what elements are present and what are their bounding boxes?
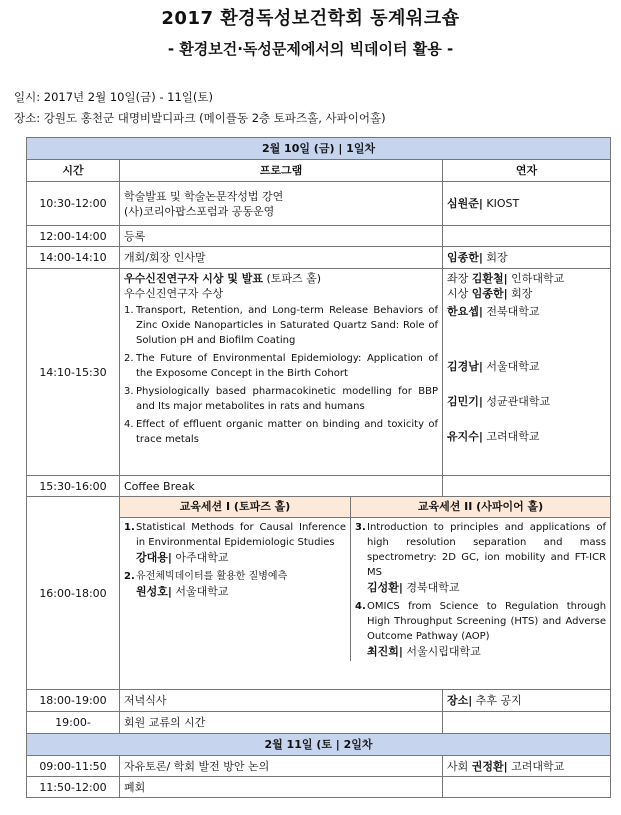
page-title: 2017 환경독성보건학회 동계워크숍 (161, 8, 460, 29)
session-item: 1. Statistical Methods for Causal Inference in Environmental Epidemiologic Studies (124, 522, 346, 548)
schedule-row (27, 269, 611, 476)
separator: | (478, 197, 483, 210)
schedule-table (26, 137, 611, 798)
speaker-cell: 사회 권정환| 고려대학교 (443, 756, 611, 777)
session-1-header: 교육세션 I (토파즈 홀) (120, 497, 350, 518)
col-header-program: 프로그램 (120, 160, 443, 182)
schedule-row (27, 476, 611, 497)
program-cell: Coffee Break (120, 476, 443, 497)
program-cell: 폐회 (120, 777, 443, 798)
event-location: 장소: 강원도 홍천군 대명비발디파크 (메이플동 2층 토파즈홀, 사파이어홀) (14, 111, 386, 125)
talk-item: 4. Effect of effluent organic matter on binding and toxicity of trace metals (124, 419, 438, 445)
program-line: (사)코리아팝스포럼과 공동운영 (124, 204, 275, 218)
day2-header: 2월 11일 (토 | 2일차 (27, 734, 611, 756)
speaker-cell (443, 247, 611, 269)
session-speaker: 최진희| 서울시립대학교 (367, 645, 481, 658)
schedule-row (27, 712, 611, 734)
col-header-speaker: 연자 (443, 160, 611, 182)
session-speaker: 김성환| 경북대학교 (367, 581, 460, 594)
time-cell: 14:10-15:30 (27, 269, 120, 476)
day1-header: 2월 10일 (금) | 1일차 (27, 138, 611, 160)
session-cell (120, 497, 611, 690)
speaker-cell (443, 226, 611, 247)
speaker-cell (443, 182, 611, 226)
program-line: 학술발표 및 학술논문작성법 강연 (124, 189, 284, 203)
education-sessions (120, 497, 610, 661)
program-cell (120, 182, 443, 226)
speaker-line: 한요셉| 전북대학교 (447, 305, 540, 318)
session-2-header: 교육세션 II (사파이어 홀) (351, 497, 610, 518)
schedule-row (27, 690, 611, 712)
time-cell: 18:00-19:00 (27, 690, 120, 712)
speaker-line: 김경남| 서울대학교 (447, 360, 540, 373)
day2-header-row (27, 734, 611, 756)
time-cell: 09:00-11:50 (27, 756, 120, 777)
session-2 (350, 497, 610, 661)
talk-item: 1. Transport, Retention, and Long-term Release Behaviors of Zinc Oxide Nanoparticles in Saturated Quartz Sand: Role of Solution pH and Biofilm Coating (124, 305, 438, 346)
award-title: 우수신진연구자 시상 및 발표 (토파즈 홀) (124, 272, 322, 285)
program-cell: 저녁식사 (120, 690, 443, 712)
time-cell: 10:30-12:00 (27, 182, 120, 226)
schedule-row (27, 226, 611, 247)
separator: | (478, 251, 483, 264)
speaker-cell (443, 712, 611, 734)
time-cell: 16:00-18:00 (27, 497, 120, 690)
time-cell: 14:00-14:10 (27, 247, 120, 269)
time-cell: 15:30-16:00 (27, 476, 120, 497)
schedule-row (27, 777, 611, 798)
award-subtitle: 우수신진연구자 수상 (124, 287, 224, 300)
speaker-affiliation: KIOST (482, 197, 520, 210)
column-header-row (27, 160, 611, 182)
talk-item: 3. Physiologically based pharmacokinetic modelling for BBP and Its major metabolites in rats and humans (124, 386, 438, 412)
col-header-time: 시간 (27, 160, 120, 182)
session-1 (120, 497, 350, 661)
session-item: 2. 유전체빅데이터를 활용한 질병예측 (124, 571, 288, 582)
talk-item: 2. The Future of Environmental Epidemiology: Application of the Exposome Concept in the Birth Cohort (124, 353, 438, 379)
schedule-row (27, 497, 611, 690)
event-date: 일시: 2017년 2월 10일(금) - 11일(토) (14, 90, 213, 104)
page-subtitle: - 환경보건·독성문제에서의 빅데이터 활용 - (167, 40, 454, 58)
session-speaker: 강대용| 아주대학교 (136, 551, 229, 564)
schedule-row (27, 247, 611, 269)
session-item: 4. OMICS from Science to Regulation through High Throughput Screening (HTS) and Adverse Outcome Pathway (AOP) (355, 601, 607, 642)
speaker-cell (443, 269, 611, 476)
program-cell: 개회/회장 인사말 (120, 247, 443, 269)
program-cell: 회원 교류의 시간 (120, 712, 443, 734)
session-speaker: 원성호| 서울대학교 (136, 585, 229, 598)
schedule-row (27, 756, 611, 777)
session-item: 3. Introduction to principles and applications of high resolution separation and mass spectrometry: 2D GC, ion mobility and FT-ICR MS (355, 522, 607, 578)
time-cell: 12:00-14:00 (27, 226, 120, 247)
speaker-line: 김민기| 성균관대학교 (447, 395, 551, 408)
speaker-cell (443, 476, 611, 497)
chair-line: 좌장 김환철| 인하대학교 (447, 272, 565, 285)
speaker-affiliation: 회장 (482, 251, 508, 264)
time-cell: 11:50-12:00 (27, 777, 120, 798)
presenter-line: 시상 임종한| 회장 (447, 287, 533, 300)
program-cell (120, 269, 443, 476)
time-cell: 19:00- (27, 712, 120, 734)
day1-header-row (27, 138, 611, 160)
speaker-name: 심원준 (447, 197, 479, 210)
speaker-cell (443, 777, 611, 798)
speaker-line: 유지수| 고려대학교 (447, 430, 540, 443)
program-cell: 자유토론/ 학회 발전 방안 논의 (120, 756, 443, 777)
speaker-cell: 장소| 추후 공지 (443, 690, 611, 712)
program-cell: 등록 (120, 226, 443, 247)
schedule-row (27, 182, 611, 226)
speaker-name: 임종한 (447, 251, 479, 264)
